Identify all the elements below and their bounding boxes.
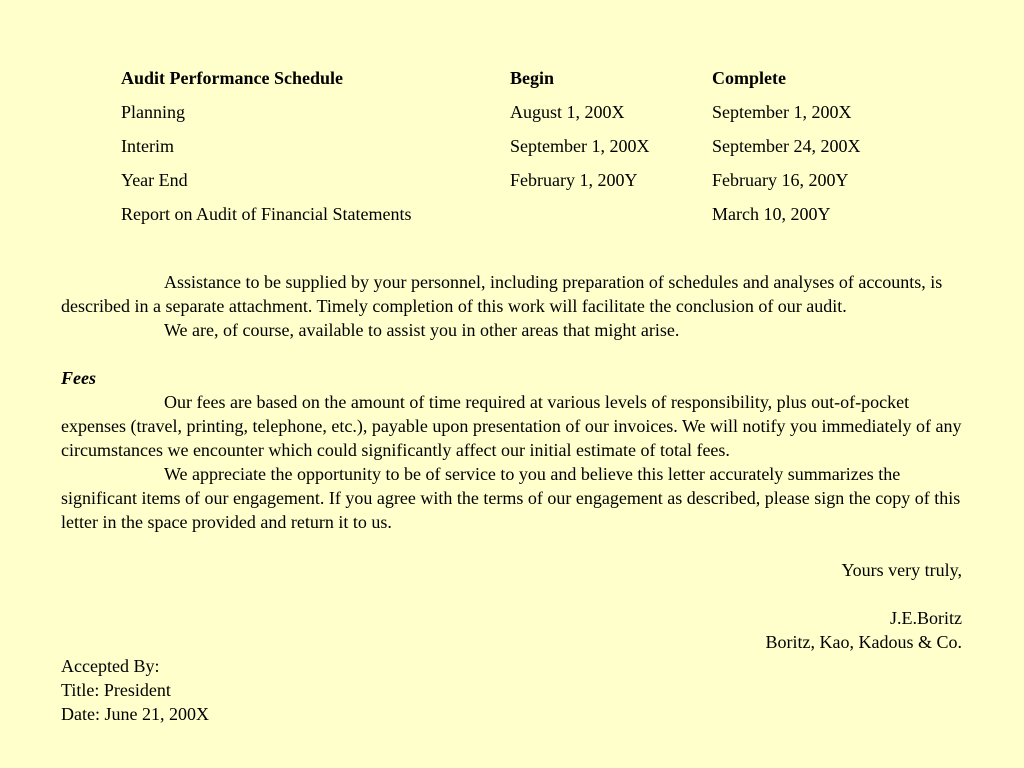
spacer (61, 582, 966, 606)
fees-paragraph: Our fees are based on the amount of time required at various levels of responsibility, plus out-of-pocket expenses (travel, printing, telephone, etc.), payable upon presentation of our invoices. We will notify you immediately of any circumstances we encounter which could significantly affect our initial estimate of total fees. (61, 392, 962, 460)
row-phase: Year End (121, 170, 188, 190)
row-begin: September 1, 200X (510, 136, 650, 156)
row-phase: Interim (121, 136, 174, 156)
row-complete: March 10, 200Y (712, 204, 831, 224)
row-complete: September 1, 200X (712, 102, 852, 122)
appreciation-paragraph: We appreciate the opportunity to be of service to you and believe this letter accurately summarizes the significant items of our engagement. If you agree with the terms of our engagement as described, please sign the copy of this letter in the space provided and return it to us. (61, 464, 961, 532)
row-begin: August 1, 200X (510, 102, 625, 122)
signer-name: J.E.Boritz (890, 608, 962, 628)
row-complete: February 16, 200Y (712, 170, 849, 190)
row-phase: Planning (121, 102, 186, 122)
spacer (61, 342, 966, 366)
acceptance-date: Date: June 21, 200X (61, 704, 209, 724)
row-phase: Report on Audit of Financial Statements (121, 204, 412, 224)
fees-heading: Fees (61, 368, 96, 388)
header-complete: Complete (712, 68, 786, 88)
acceptance-title: Title: President (61, 680, 171, 700)
closing-salutation: Yours very truly, (841, 560, 962, 580)
row-begin: February 1, 200Y (510, 170, 638, 190)
availability-paragraph: We are, of course, available to assist you in other areas that might arise. (164, 320, 680, 340)
row-complete: September 24, 200X (712, 136, 861, 156)
assistance-paragraph: Assistance to be supplied by your personnel, including preparation of schedules and analyses of accounts, is described in a separate attachment. Timely completion of this work will facilitate the conclusion of our audit. (61, 272, 943, 316)
header-begin: Begin (510, 68, 555, 88)
firm-name: Boritz, Kao, Kadous & Co. (765, 632, 962, 652)
letter-body (61, 270, 966, 726)
accepted-by: Accepted By: (61, 656, 160, 676)
header-schedule: Audit Performance Schedule (121, 68, 343, 88)
spacer (61, 534, 966, 558)
